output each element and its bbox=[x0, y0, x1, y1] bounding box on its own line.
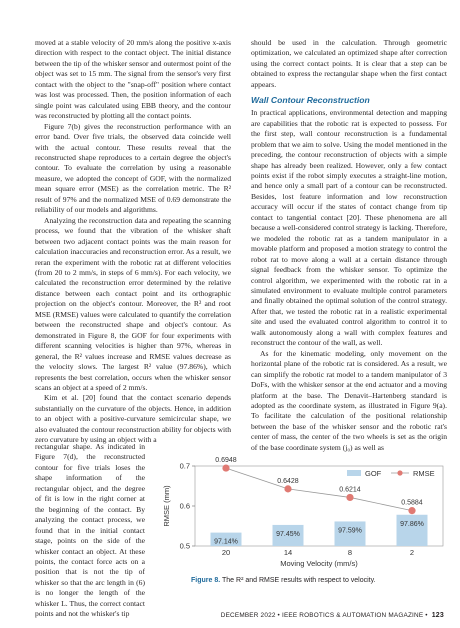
caption-text: The R² and RMSE results with respect to velocity. bbox=[222, 577, 376, 584]
legend-label-rmse: RMSE bbox=[413, 469, 435, 478]
y-tick-label: 0.5 bbox=[179, 541, 190, 551]
x-tick-label: 14 bbox=[283, 548, 293, 557]
body-paragraph: Kim et al. [20] found that the contact scenario depends substantially on the curvature of the objects. Hence, in addition to an object with a positive-curvature semicircular shape, we also evaluated the contour reconstruction ability for objects with zero curvature by using an object with a bbox=[35, 393, 231, 445]
footer-text: DECEMBER 2022 • IEEE ROBOTICS & AUTOMATION MAGAZINE • bbox=[220, 612, 428, 619]
y-tick-label: 0.7 bbox=[179, 461, 190, 471]
rmse-point-label: 0.6948 bbox=[215, 457, 237, 465]
x-tick-label: 8 bbox=[347, 548, 353, 557]
rmse-point bbox=[284, 485, 291, 492]
rmse-point bbox=[408, 507, 415, 514]
right-column bbox=[251, 38, 447, 453]
gof-bar bbox=[397, 515, 428, 546]
body-paragraph: Figure 7(b) gives the reconstruction performance with an error band. Over five trials, the observed data coincide well with the actual contour. These results reveal that the reconstructed shape reproduces to a certain degree the object's contour. To evaluate the correlation by using a reasonable measure, we adopted the concept of GOF, with the normalized mean square error (MSE) as the correlation metric. The R² result of 97% and the normalized MSE of 0.69 demonstrate the reliability of our models and algorithms. bbox=[35, 121, 231, 215]
rmse-point-label: 0.6428 bbox=[277, 477, 299, 485]
legend-marker-rmse bbox=[397, 470, 402, 475]
body-paragraph: moved at a stable velocity of 20 mm/s along the positive x-axis direction with respect to the contact object. The initial distance between the tip of the whisker sensor and outermost point of the object was set to 15 mm. The signal from the sensor's very first contact with the object to the "snap-off" position where contact was lost was processed. Then, the position information of each single point was calculated using EBB theory, and the contour was reconstructed by plotting all the contact points. bbox=[35, 38, 231, 121]
rmse-point-label: 0.5884 bbox=[401, 499, 423, 507]
figure-8-chart bbox=[155, 457, 447, 572]
rmse-point bbox=[346, 494, 353, 501]
section-heading: Wall Contour Reconstruction bbox=[251, 95, 370, 106]
gof-bar-label: 97.14% bbox=[214, 538, 238, 546]
x-axis-label: Moving Velocity (mm/s) bbox=[280, 559, 358, 568]
chart-svg bbox=[155, 457, 447, 572]
legend-swatch-gof bbox=[347, 470, 361, 476]
figure-caption bbox=[191, 576, 447, 585]
body-paragraph: should be used in the calculation. Through geometric optimization, we calculated an optimized shape after correction using the correct contact points. It is clear that a step can be obtained to express the rectangular shape when the first contact appears. bbox=[251, 38, 447, 89]
rmse-point-label: 0.6214 bbox=[339, 486, 361, 494]
wrap-paragraph: rectangular shape. As indicated in Figure 7(d), the reconstructed contour for five trials loses the shape information of the rectangular object, and the degree of fit is low in the right corner at the beginning of the contact. By analyzing the contact process, we found that in the initial contact stage, points on the side of the whisker contact an object. At these points, the contact force acts on a position that is not the tip of whisker so that the arc length in (6) is no longer the length of the whisker L. Thus, the correct contact points and not the whisker's tip bbox=[35, 442, 145, 619]
gof-bar-label: 97.45% bbox=[276, 530, 300, 538]
gof-bar-label: 97.59% bbox=[338, 527, 362, 535]
body-paragraph: Analyzing the reconstruction data and repeating the scanning process, we found that the vibration of the whisker shaft between two adjacent contact points was the main reason for calculation inaccuracies and reconstruction error. As a result, we reran the experiment with the robotic rat at different velocities (from 20 to 2 mm/s, in steps of 6 mm/s). For each velocity, we calculated the reconstruction error determined by the relative distance between each contact point and its orthographic projection on the object's contour. Moreover, the R² and root MSE (RMSE) values were calculated to quantify the correlation between the reconstructed shape and object's contour. As demonstrated in Figure 8, the GOF for four experiments with different scanning velocities is higher than 97%, whereas in general, the R² values increase and RMSE values decrease as the velocity slows. The largest R² value (97.86%), which represents the best correlation, occurs when the whisker sensor scans an object at a speed of 2 mm/s. bbox=[35, 215, 231, 392]
y-tick-label: 0.6 bbox=[179, 501, 190, 511]
left-column bbox=[35, 38, 231, 446]
y-axis-label: RMSE (mm) bbox=[162, 485, 171, 527]
page-footer bbox=[221, 612, 444, 619]
x-tick-label: 2 bbox=[409, 548, 415, 557]
caption-label: Figure 8. bbox=[191, 577, 221, 584]
body-paragraph: In practical applications, environmental detection and mapping are capabilities that the robotic rat is expected to possess. For the first step, wall contour reconstruction is a fundamental problem that we aim to solve. Using the model mentioned in the preceding, the contour reconstruction of objects with a simple shape has already been realized. However, only a few contact points exist if the robot simply executes a straight-line motion, and hence only a small part of a contour can be reconstructed. Besides, lost feature information and low reconstruction accuracy will occur if the states of contact change from tip contact to tangential contact [20]. These phenomena are all because a well-considered control strategy is lacking. Therefore, we modeled the robotic rat as a tandem manipulator in a movable platform and proposed a motion strategy to control the robot rat to move along a wall at a certain distance through signal feedback from the whisker sensor. To optimize the control algorithm, we experimented with the robotic rat in a simulated environment to evaluate multiple control parameters and finally obtained the optimal solution of the control strategy. After that, we tested the robotic rat in a realistic experimental site and used the evaluated control algorithm to control it to walk autonomously along a wall with complex features and reconstruct the contour of the wall, as well. bbox=[251, 108, 447, 348]
gof-bar-label: 97.86% bbox=[400, 520, 424, 528]
body-paragraph: As for the kinematic modeling, only movement on the horizontal plane of the robotic rat is considered. As a result, we can simplify the robotic rat model to a tandem manipulator of 3 DoFs, with the whisker sensor at the end actuator and a moving platform at the base. The Denavit–Hartenberg standard is adopted as the coordinate system, as illustrated in Figure 9(a). To facilitate the calculation of the positional relationship between the base of the whisker sensor and the robotic rat's center of mass, the center of the two wheels is set as the origin of the base coordinate system (j₀) as well as bbox=[251, 348, 447, 452]
rmse-point bbox=[222, 464, 229, 471]
page-number: 123 bbox=[431, 612, 444, 619]
legend-label-gof: GOF bbox=[365, 469, 382, 478]
x-tick-label: 20 bbox=[221, 548, 231, 557]
